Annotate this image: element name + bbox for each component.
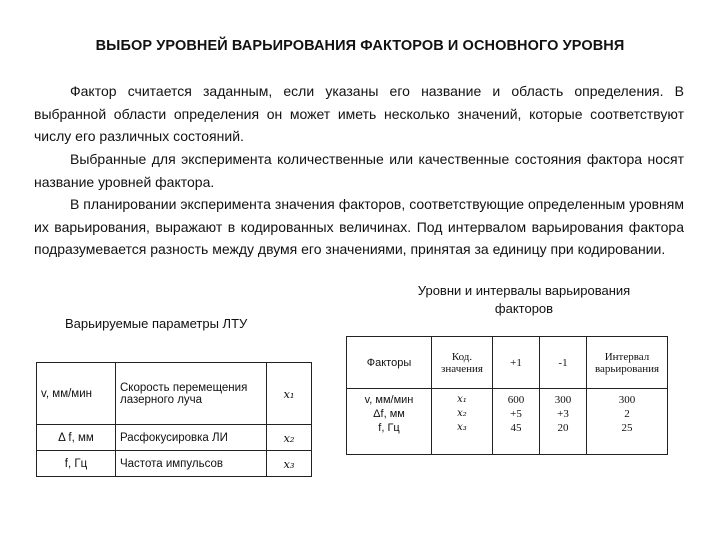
interval-x3: 25 <box>621 422 633 434</box>
interval-x2: 2 <box>624 408 630 420</box>
paragraph-coding: В планировании эксперимента значения факторов, соответствующие определенным уровням их варьирования, выражают в кодированных величинах. Под интервалом варьирования фактора подразумевается разность между двумя его значениями, принятая за единицу при кодировании. <box>34 196 684 257</box>
table-row <box>347 389 668 455</box>
minus-one-cell <box>540 389 587 455</box>
header-minus-one: -1 <box>540 337 587 389</box>
plus-one-cell <box>493 389 540 455</box>
param-name-cell: Скорость перемещения лазерного луча <box>116 363 267 425</box>
plus-one-x3: 45 <box>510 422 522 434</box>
code-x1: x₁ <box>457 394 467 405</box>
header-interval: Интервал варьирования <box>587 337 668 389</box>
minus-one-x1: 300 <box>554 394 572 406</box>
factor-frequency: f, Гц <box>378 422 400 434</box>
table-header-row <box>347 337 668 389</box>
param-cell: f, Гц <box>37 451 116 477</box>
param-code-cell: x₃ <box>267 451 312 477</box>
param-cell: v, мм/мин <box>37 363 116 425</box>
minus-one-x3: 20 <box>557 422 569 434</box>
param-cell: Δ f, мм <box>37 425 116 451</box>
paragraph-factor-definition: Фактор считается заданным, если указаны его название и область определения. В выбранной области определения он может иметь несколько значений, которые соответствуют числу его различных состояний. <box>34 83 684 144</box>
plus-one-x1: 600 <box>507 394 525 406</box>
header-factors: Факторы <box>347 337 432 389</box>
param-name-cell: Расфокусировка ЛИ <box>116 425 267 451</box>
header-plus-one: +1 <box>493 337 540 389</box>
params-table-caption: Варьируемые параметры ЛТУ <box>65 316 248 331</box>
page-title: ВЫБОР УРОВНЕЙ ВАРЬИРОВАНИЯ ФАКТОРОВ И ОСНОВНОГО УРОВНЯ <box>95 38 625 54</box>
factors-cell <box>347 389 432 455</box>
table-row <box>37 425 312 451</box>
plus-one-x2: +5 <box>510 408 522 420</box>
codes-cell <box>432 389 493 455</box>
param-code-cell: x₁ <box>267 363 312 425</box>
minus-one-x2: +3 <box>557 408 569 420</box>
code-x3: x₃ <box>457 422 467 433</box>
factor-velocity: v, мм/мин <box>364 394 414 406</box>
header-code-values: Код. значения <box>432 337 493 389</box>
code-x2: x₂ <box>457 408 467 419</box>
table-row <box>37 363 312 425</box>
table-row <box>37 451 312 477</box>
interval-x1: 300 <box>618 394 636 406</box>
levels-table <box>346 336 668 455</box>
interval-cell <box>587 389 668 455</box>
param-code-cell: x₂ <box>267 425 312 451</box>
param-name-cell: Частота импульсов <box>116 451 267 477</box>
paragraph-factor-levels: Выбранные для эксперимента количественные или качественные состояния фактора носят название уровней фактора. <box>34 151 684 190</box>
params-table <box>36 362 312 477</box>
factor-defocus: Δf, мм <box>373 408 405 420</box>
levels-table-caption: Уровни и интервалы варьирования факторов <box>417 283 631 316</box>
